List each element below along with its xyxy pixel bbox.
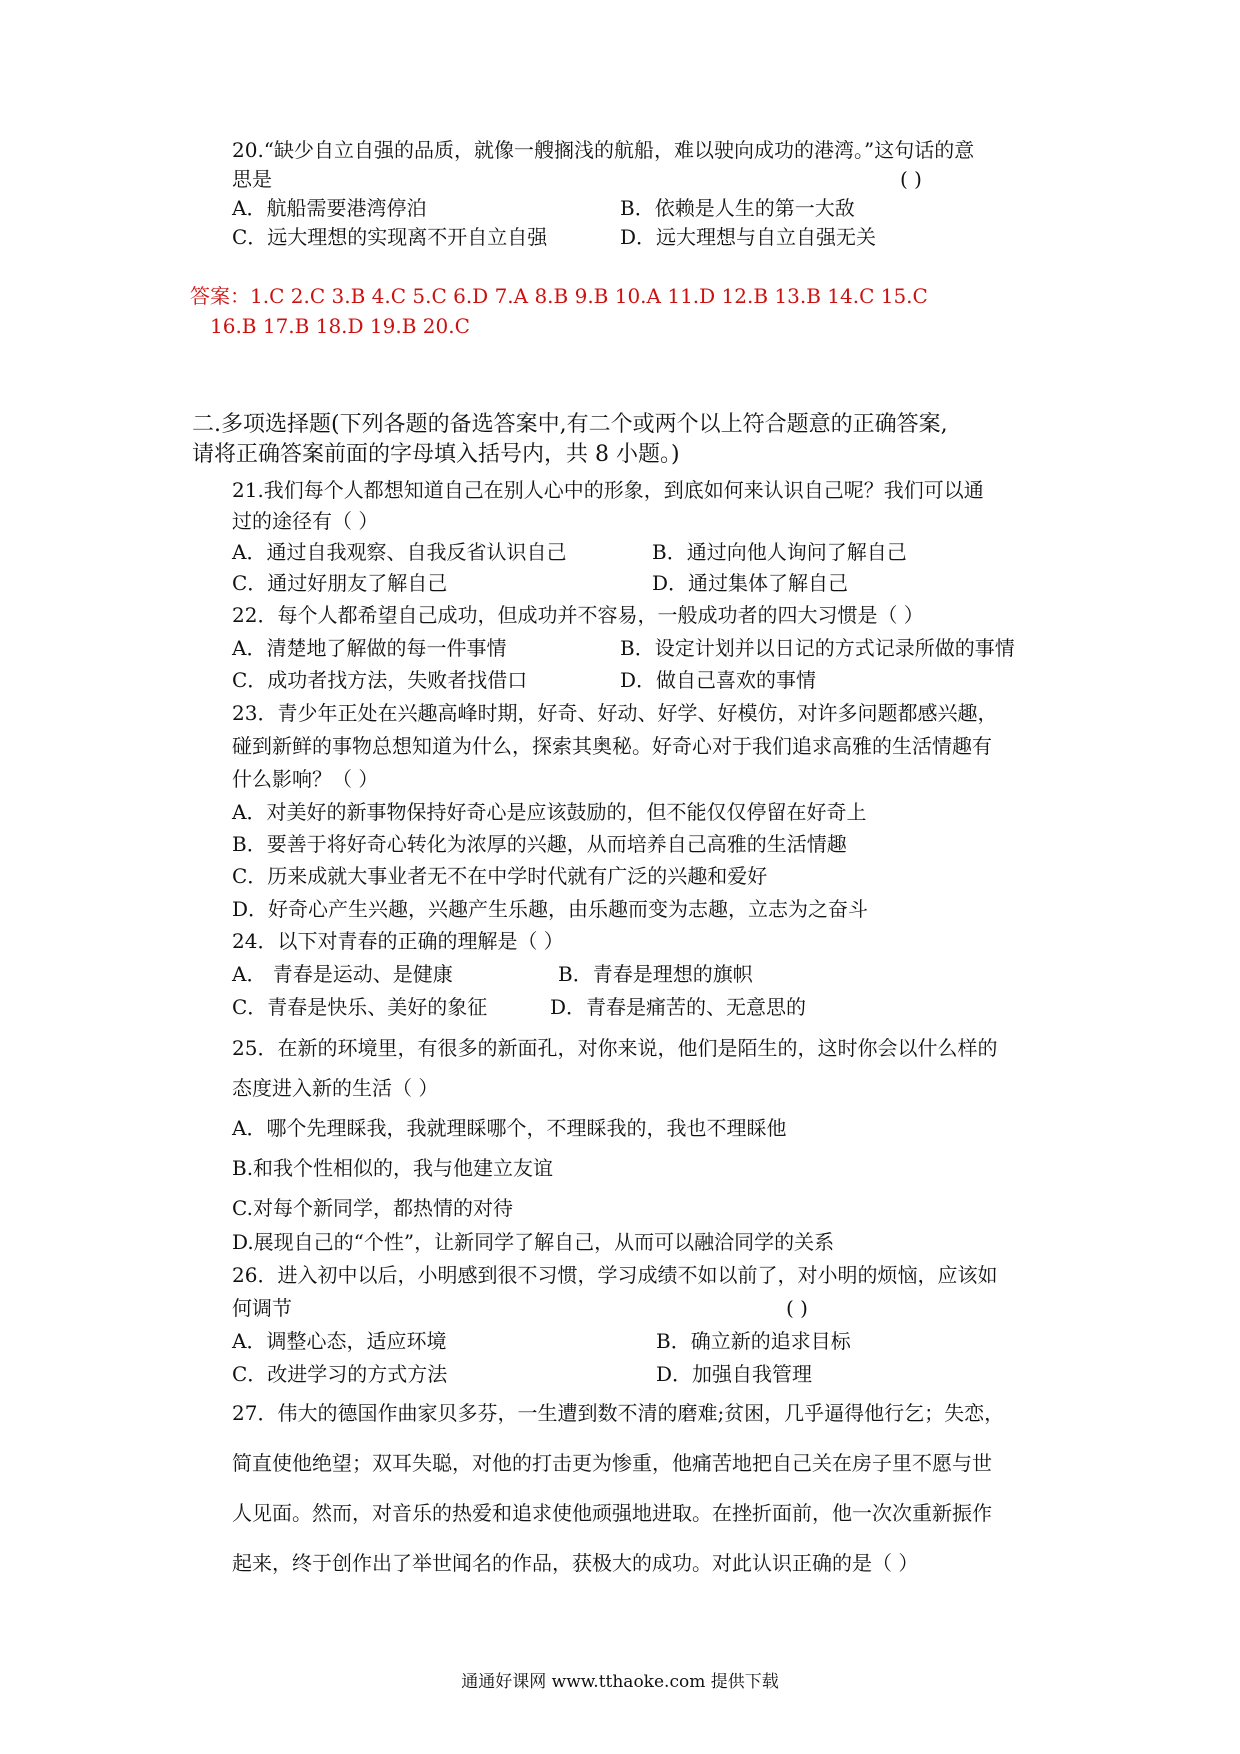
q22-option-c: C．成功者找方法，失败者找借口 — [232, 668, 528, 692]
q21-option-a: A．通过自我观察、自我反省认识自己 — [232, 540, 567, 564]
q24-option-d: D．青春是痛苦的、无意思的 — [550, 995, 807, 1019]
q27-stem-line4: 起来，终于创作出了举世闻名的作品，获极大的成功。对此认识正确的是（ ） — [232, 1551, 919, 1575]
q25-option-a: A．哪个先理睬我，我就理睬哪个，不理睬我的，我也不理睬他 — [232, 1116, 787, 1140]
q26-stem-line1: 26．进入初中以后，小明感到很不习惯，学习成绩不如以前了，对小明的烦恼，应该如 — [232, 1263, 998, 1287]
q27-stem-line1: 27．伟大的德国作曲家贝多芬，一生遭到数不清的磨难;贫困，几乎逼得他行乞；失恋， — [232, 1401, 1005, 1425]
q22-option-a: A．清楚地了解做的每一件事情 — [232, 636, 507, 660]
q21-option-d: D．通过集体了解自己 — [652, 571, 849, 595]
section2-heading-line2: 请将正确答案前面的字母填入括号内，共 8 小题。) — [192, 442, 680, 467]
q26-answer-paren: ( ) — [786, 1296, 808, 1320]
q20-answer-paren: ( ) — [900, 167, 922, 191]
q23-option-d: D．好奇心产生兴趣，兴趣产生乐趣，由乐趣而变为志趣，立志为之奋斗 — [232, 897, 869, 921]
q25-option-c: C.对每个新同学，都热情的对待 — [232, 1196, 513, 1220]
q24-stem-line1: 24．以下对青春的正确的理解是（ ） — [232, 929, 564, 953]
q22-option-d: D．做自己喜欢的事情 — [620, 668, 817, 692]
q22-stem-line1: 22．每个人都希望自己成功，但成功并不容易，一般成功者的四大习惯是（ ） — [232, 603, 924, 627]
q21-stem-line2: 过的途径有（ ） — [232, 509, 379, 533]
q24-option-c: C．青春是快乐、美好的象征 — [232, 995, 488, 1019]
q20-option-a: A．航船需要港湾停泊 — [232, 196, 427, 220]
q26-option-b: B．确立新的追求目标 — [656, 1329, 851, 1353]
q26-stem-line2: 何调节 — [232, 1296, 292, 1320]
q25-stem-line1: 25．在新的环境里，有很多的新面孔，对你来说，他们是陌生的，这时你会以什么样的 — [232, 1036, 998, 1060]
q20-option-c: C．远大理想的实现离不开自立自强 — [232, 225, 548, 249]
q24-option-a: A． 青春是运动、是健康 — [232, 962, 453, 986]
q25-option-d: D.展现自己的“个性”，让新同学了解自己，从而可以融洽同学的关系 — [232, 1230, 835, 1254]
q23-stem-line3: 什么影响？（ ） — [232, 767, 379, 791]
q20-stem-line2: 思是 — [232, 167, 272, 191]
q20-stem-line1: 20.“缺少自立自强的品质，就像一艘搁浅的航船，难以驶向成功的港湾。”这句话的意 — [232, 138, 975, 162]
q21-stem-line1: 21.我们每个人都想知道自己在别人心中的形象，到底如何来认识自己呢？我们可以通 — [232, 478, 984, 502]
q20-option-d: D．远大理想与自立自强无关 — [620, 225, 877, 249]
q27-stem-line3: 人见面。然而，对音乐的热爱和追求使他顽强地进取。在挫折面前，他一次次重新振作 — [232, 1501, 992, 1525]
q26-option-a: A．调整心态，适应环境 — [232, 1329, 447, 1353]
q26-option-d: D．加强自我管理 — [656, 1362, 813, 1386]
q23-option-a: A．对美好的新事物保持好奇心是应该鼓励的，但不能仅仅停留在好奇上 — [232, 800, 867, 824]
q25-stem-line2: 态度进入新的生活（ ） — [232, 1076, 439, 1100]
q23-stem-line2: 碰到新鲜的事物总想知道为什么，探索其奥秘。好奇心对于我们追求高雅的生活情趣有 — [232, 734, 992, 758]
q27-stem-line2: 简直使他绝望；双耳失聪，对他的打击更为惨重，他痛苦地把自己关在房子里不愿与世 — [232, 1451, 992, 1475]
q20-option-b: B．依赖是人生的第一大敌 — [620, 196, 855, 220]
answer-key-line1: 答案：1.C 2.C 3.B 4.C 5.C 6.D 7.A 8.B 9.B 10.A 11.D 12.B 13.B 14.C 15.C — [190, 284, 928, 308]
section2-heading-line1: 二.多项选择题(下列各题的备选答案中,有二个或两个以上符合题意的正确答案, — [192, 412, 948, 437]
q24-option-b: B．青春是理想的旗帜 — [558, 962, 753, 986]
q21-option-b: B．通过向他人询问了解自己 — [652, 540, 907, 564]
q21-option-c: C．通过好朋友了解自己 — [232, 571, 448, 595]
q25-option-b: B.和我个性相似的，我与他建立友谊 — [232, 1156, 554, 1180]
q22-option-b: B．设定计划并以日记的方式记录所做的事情 — [620, 636, 1015, 660]
q23-stem-line1: 23．青少年正处在兴趣高峰时期，好奇、好动、好学、好模仿，对许多问题都感兴趣， — [232, 701, 998, 725]
page-footer: 通通好课网 www.tthaoke.com 提供下载 — [461, 1672, 779, 1692]
q26-option-c: C．改进学习的方式方法 — [232, 1362, 448, 1386]
q23-option-c: C．历来成就大事业者无不在中学时代就有广泛的兴趣和爱好 — [232, 864, 768, 888]
answer-key-line2: 16.B 17.B 18.D 19.B 20.C — [210, 314, 470, 338]
q23-option-b: B．要善于将好奇心转化为浓厚的兴趣，从而培养自己高雅的生活情趣 — [232, 832, 847, 856]
